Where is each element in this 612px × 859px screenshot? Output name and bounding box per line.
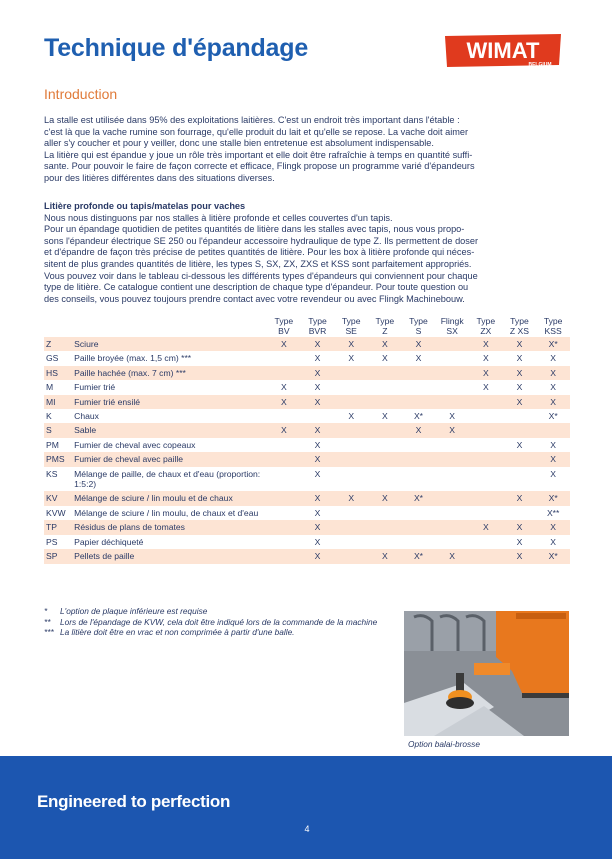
table-body — [44, 337, 570, 564]
compatibility-mark: X — [536, 467, 570, 492]
column-header: Type BVR — [308, 316, 327, 336]
section-line: et d'épandre de façon très précise de petites quantités de litière. Pour les box à litière profonde qui néces- — [44, 247, 475, 258]
litter-type: Fumier de cheval avec copeaux — [74, 438, 267, 452]
table-row — [44, 351, 570, 365]
compatibility-mark — [267, 452, 301, 466]
compatibility-mark — [435, 366, 469, 380]
litter-type: Mélange de sciure / lin moulu et de chaux — [74, 491, 267, 505]
table-row — [44, 409, 570, 423]
compatibility-mark — [368, 535, 402, 549]
compatibility-mark: X — [536, 535, 570, 549]
compatibility-mark — [334, 423, 368, 437]
litter-code: PMS — [44, 452, 74, 466]
compatibility-mark: X — [301, 491, 335, 505]
section-line: sitent de plus grandes quantités de litière, les types S, SX, ZX, ZXS et KSS sont parfaitement appropriés. — [44, 258, 472, 269]
compatibility-mark: X — [301, 380, 335, 394]
compatibility-mark: X — [334, 337, 368, 351]
section-line: Nous nous distinguons par nos stalles à litière profonde et celles couvertes d'un tapis. — [44, 212, 393, 223]
compatibility-mark: X — [301, 549, 335, 563]
table-row — [44, 506, 570, 520]
litter-code: S — [44, 423, 74, 437]
compatibility-mark — [402, 535, 436, 549]
litter-code: K — [44, 409, 74, 423]
photo-caption: Option balai-brosse — [408, 739, 480, 749]
brush-option-photo — [404, 611, 569, 736]
compatibility-mark — [536, 423, 570, 437]
compatibility-mark — [435, 520, 469, 534]
compatibility-mark: X — [469, 366, 503, 380]
compatibility-mark: X — [334, 351, 368, 365]
compatibility-mark: X* — [536, 491, 570, 505]
compatibility-mark: X* — [536, 409, 570, 423]
compatibility-mark: X — [301, 452, 335, 466]
compatibility-mark — [503, 409, 537, 423]
compatibility-mark: X — [503, 520, 537, 534]
compatibility-mark: X — [301, 351, 335, 365]
compatibility-mark — [503, 423, 537, 437]
litter-type: Sciure — [74, 337, 267, 351]
compatibility-mark: X — [503, 366, 537, 380]
compatibility-mark — [402, 380, 436, 394]
compatibility-mark: X — [301, 467, 335, 492]
litter-type: Fumier de cheval avec paille — [74, 452, 267, 466]
litter-code: KVW — [44, 506, 74, 520]
compatibility-mark: X — [503, 438, 537, 452]
compatibility-mark — [435, 380, 469, 394]
footnote: * L'option de plaque inférieure est requise — [44, 606, 208, 616]
compatibility-mark — [368, 520, 402, 534]
compatibility-mark: X — [503, 491, 537, 505]
column-header: Type BV — [274, 316, 294, 336]
compatibility-mark: X — [301, 423, 335, 437]
compatibility-mark — [267, 438, 301, 452]
table-row — [44, 452, 570, 466]
footnote: ** Lors de l'épandage de KVW, cela doit être indiqué lors de la commande de la machine — [44, 616, 378, 627]
compatibility-mark: X — [503, 351, 537, 365]
compatibility-mark: X — [267, 395, 301, 409]
compatibility-mark: X — [503, 395, 537, 409]
table-row — [44, 423, 570, 437]
intro-line: La litière qui est épandue y joue un rôle très important et elle doit être rafraîchie à temps en quantité suffi- — [44, 149, 473, 160]
column-header: Type S — [409, 316, 428, 336]
compatibility-mark — [469, 423, 503, 437]
compatibility-mark — [267, 520, 301, 534]
compatibility-mark: X — [368, 491, 402, 505]
compatibility-mark — [469, 506, 503, 520]
litter-type: Mélange de paille, de chaux et d'eau (proportion: 1:5:2) — [74, 467, 267, 492]
compatibility-mark: X — [536, 395, 570, 409]
compatibility-mark — [435, 351, 469, 365]
compatibility-mark — [267, 366, 301, 380]
wimat-logo — [443, 33, 565, 73]
compatibility-mark: X — [469, 520, 503, 534]
compatibility-mark — [334, 535, 368, 549]
footer-tagline: Engineered to perfection — [37, 792, 231, 811]
compatibility-mark — [334, 467, 368, 492]
compatibility-mark — [334, 395, 368, 409]
compatibility-mark: X — [301, 337, 335, 351]
litter-type: Mélange de sciure / lin moulu, de chaux et d'eau — [74, 506, 267, 520]
section-line: des conseils, vous pouvez toujours prendre contact avec votre revendeur ou avec Flingk Machinebouw. — [44, 293, 465, 304]
compatibility-mark: X — [469, 351, 503, 365]
litter-code: TP — [44, 520, 74, 534]
compatibility-mark: X — [503, 535, 537, 549]
compatibility-mark: X — [469, 380, 503, 394]
table-row — [44, 467, 570, 492]
compatibility-mark: X — [536, 366, 570, 380]
page-number: 4 — [304, 824, 310, 834]
litter-type: Chaux — [74, 409, 267, 423]
litter-code: PM — [44, 438, 74, 452]
section-line: Vous pouvez voir dans le tableau ci-dessous les différents types d'épandeurs qui conviennent pour chaque — [44, 270, 478, 281]
compatibility-mark: X — [301, 366, 335, 380]
compatibility-mark — [368, 438, 402, 452]
litter-type: Fumier trié ensilé — [74, 395, 267, 409]
compatibility-mark — [368, 506, 402, 520]
compatibility-mark — [469, 491, 503, 505]
compatibility-mark: X — [503, 549, 537, 563]
compatibility-mark: X** — [536, 506, 570, 520]
compatibility-mark — [368, 452, 402, 466]
spreader-compatibility-table — [44, 316, 570, 564]
compatibility-mark — [267, 535, 301, 549]
logo-subtext: BELGIUM — [528, 62, 552, 68]
page-title: Technique d'épandage — [44, 34, 309, 62]
table-row — [44, 549, 570, 563]
compatibility-mark: X — [402, 351, 436, 365]
compatibility-mark — [267, 491, 301, 505]
litter-code: PS — [44, 535, 74, 549]
compatibility-mark — [469, 395, 503, 409]
litter-code: MI — [44, 395, 74, 409]
column-header: Type ZX — [476, 316, 496, 336]
compatibility-mark — [334, 452, 368, 466]
compatibility-mark — [334, 366, 368, 380]
litter-code: KS — [44, 467, 74, 492]
intro-line: aller s'y coucher et pour y veiller, donc une stalle bien entretenue est absolument indispensable. — [44, 138, 434, 149]
table-row — [44, 438, 570, 452]
compatibility-mark — [402, 366, 436, 380]
footnotes — [44, 606, 394, 638]
intro-line: c'est là que la vache rumine son fourrage, qu'elle produit du lait et qu'elle se repose. La vache doit aimer — [44, 126, 469, 137]
compatibility-mark: X — [536, 380, 570, 394]
litter-code: Z — [44, 337, 74, 351]
compatibility-mark — [267, 351, 301, 365]
compatibility-mark — [267, 549, 301, 563]
footnote: *** La litière doit être en vrac et non comprimée à partir d'une balle. — [44, 627, 295, 638]
table-row — [44, 491, 570, 505]
litter-type: Résidus de plans de tomates — [74, 520, 267, 534]
compatibility-mark: X — [536, 520, 570, 534]
compatibility-mark: X — [503, 337, 537, 351]
column-header: Type KSS — [543, 316, 563, 336]
compatibility-mark — [334, 506, 368, 520]
compatibility-mark — [435, 452, 469, 466]
compatibility-mark: X — [267, 380, 301, 394]
litter-type: Fumier trié — [74, 380, 267, 394]
compatibility-mark: X — [368, 409, 402, 423]
compatibility-mark — [435, 506, 469, 520]
compatibility-mark — [368, 423, 402, 437]
compatibility-mark: X — [368, 337, 402, 351]
compatibility-mark — [402, 452, 436, 466]
compatibility-mark — [334, 380, 368, 394]
compatibility-mark: X — [402, 423, 436, 437]
litter-code: M — [44, 380, 74, 394]
litter-code: SP — [44, 549, 74, 563]
compatibility-mark: X — [503, 380, 537, 394]
intro-line: sante. Pour pouvoir le faire de façon correcte et efficace, Flingk propose un programme varié d'épandeurs — [44, 161, 475, 172]
introduction-paragraph — [44, 115, 564, 185]
compatibility-mark — [469, 409, 503, 423]
compatibility-mark: X — [334, 409, 368, 423]
compatibility-mark — [469, 438, 503, 452]
logo-text: WIMAT — [466, 38, 540, 63]
compatibility-mark: X — [536, 452, 570, 466]
compatibility-mark — [301, 409, 335, 423]
table-row — [44, 535, 570, 549]
compatibility-mark: X — [301, 506, 335, 520]
compatibility-mark: X — [301, 520, 335, 534]
compatibility-mark: X* — [536, 337, 570, 351]
compatibility-mark — [469, 467, 503, 492]
table-row — [44, 380, 570, 394]
compatibility-mark: X — [368, 549, 402, 563]
intro-line: pour des litières différentes dans des situations diverses. — [44, 172, 275, 183]
compatibility-mark: X* — [536, 549, 570, 563]
compatibility-mark: X — [334, 491, 368, 505]
table-row — [44, 520, 570, 534]
compatibility-mark: X — [536, 438, 570, 452]
column-header: Type SE — [341, 316, 361, 336]
compatibility-mark — [402, 520, 436, 534]
litter-type: Paille broyée (max. 1,5 cm) *** — [74, 351, 267, 365]
compatibility-mark — [368, 366, 402, 380]
compatibility-mark — [368, 380, 402, 394]
compatibility-mark: X — [469, 337, 503, 351]
compatibility-mark — [469, 452, 503, 466]
compatibility-mark — [402, 438, 436, 452]
compatibility-mark — [267, 506, 301, 520]
compatibility-mark — [334, 438, 368, 452]
litter-code: KV — [44, 491, 74, 505]
compatibility-mark — [368, 467, 402, 492]
compatibility-mark — [334, 520, 368, 534]
compatibility-mark — [435, 535, 469, 549]
compatibility-mark: X — [267, 337, 301, 351]
compatibility-mark: X* — [402, 549, 436, 563]
column-header: Type Z XS — [509, 316, 530, 336]
introduction-heading: Introduction — [44, 86, 118, 102]
table-row — [44, 337, 570, 351]
compatibility-mark — [435, 438, 469, 452]
compatibility-mark — [435, 467, 469, 492]
compatibility-mark — [435, 491, 469, 505]
compatibility-mark — [469, 549, 503, 563]
compatibility-mark: X — [301, 438, 335, 452]
compatibility-mark: X* — [402, 491, 436, 505]
compatibility-mark: X — [368, 351, 402, 365]
column-header: Flingk SX — [440, 316, 464, 336]
deep-litter-heading: Litière profonde ou tapis/matelas pour vaches — [44, 201, 246, 211]
compatibility-mark — [469, 535, 503, 549]
table-header-row — [44, 316, 570, 337]
compatibility-mark: X — [301, 395, 335, 409]
litter-type: Sable — [74, 423, 267, 437]
compatibility-mark: X* — [402, 409, 436, 423]
table-row — [44, 366, 570, 380]
section-line: type de litière. Ce catalogue contient une description de chaque type d'épandeur. Pour toute question ou — [44, 282, 469, 293]
compatibility-mark — [402, 395, 436, 409]
compatibility-mark — [435, 395, 469, 409]
compatibility-mark: X — [435, 409, 469, 423]
table-row — [44, 395, 570, 409]
compatibility-mark: X — [402, 337, 436, 351]
compatibility-mark — [267, 409, 301, 423]
compatibility-mark — [334, 549, 368, 563]
litter-code: HS — [44, 366, 74, 380]
compatibility-mark — [267, 467, 301, 492]
column-header: Type Z — [375, 316, 395, 336]
compatibility-mark: X — [536, 351, 570, 365]
section-line: Pour un épandage quotidien de petites quantités de litière dans les stalles avec tapis, nous vous propo- — [44, 224, 465, 235]
section-line: sons l'épandeur électrique SE 250 ou l'épandeur accessoire hydraulique de type Z. Ils permettent de doser — [44, 235, 479, 246]
compatibility-mark: X — [435, 423, 469, 437]
compatibility-mark — [503, 467, 537, 492]
deep-litter-section — [44, 201, 564, 305]
compatibility-mark: X — [301, 535, 335, 549]
litter-code: GS — [44, 351, 74, 365]
litter-type: Pellets de paille — [74, 549, 267, 563]
compatibility-mark — [503, 506, 537, 520]
intro-line: La stalle est utilisée dans 95% des exploitations laitières. C'est un endroit très important dans l'étable : — [44, 115, 460, 125]
compatibility-mark — [503, 452, 537, 466]
litter-type: Paille hachée (max. 7 cm) *** — [74, 366, 267, 380]
compatibility-mark — [368, 395, 402, 409]
compatibility-mark — [402, 467, 436, 492]
litter-type: Papier déchiqueté — [74, 535, 267, 549]
compatibility-mark: X — [435, 549, 469, 563]
compatibility-mark: X — [267, 423, 301, 437]
compatibility-mark — [402, 506, 436, 520]
compatibility-mark — [435, 337, 469, 351]
